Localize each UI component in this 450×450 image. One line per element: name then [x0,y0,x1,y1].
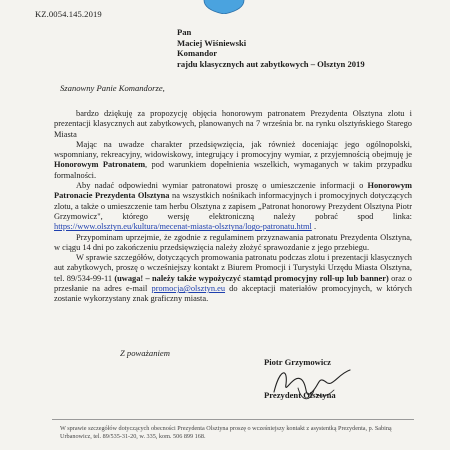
email-link[interactable]: promocja@olsztyn.eu [151,284,226,294]
addressee-line: Pan [177,27,192,37]
paragraph-3-bold: Honorowym Patronacie Prezydenta Olsztyna [54,181,412,201]
paragraph-2 [54,140,412,181]
paragraph-5-text: W sprawie szczegółów, dotyczących promowania patronatu podczas zlotu i prezentacji klasycznych aut zabytkowych, proszę o wcześniejszy kontakt z Biurem Promocji i Turystyki Urzędu Miasta Olsztyna, tel. 89/534-99-11 [54,253,412,283]
addressee-line: Komandor [177,48,218,59]
addressee-line: Maciej Wiśniewski [177,37,247,48]
salutation: Szanowny Panie Komandorze, [60,83,165,93]
reference-number: KZ.0054.145.2019 [35,9,102,19]
logo-download-link[interactable]: https://www.olsztyn.eu/kultura/mecenat-miasta-olsztyna/logo-patronatu.html [54,222,312,232]
closing-phrase: Z poważaniem [120,348,170,358]
paragraph-5 [54,253,412,304]
footer-divider [52,419,414,420]
paragraph-5-text-mid: oraz o przesłanie na adres e-mail [54,273,412,294]
signer-title: Prezydent Olsztyna [264,390,336,400]
paragraph-5-bold: (uwaga! – należy także wypożyczyć stamtąd promocyjny roll-up lub banner) [114,273,389,283]
paragraph-1: bardzo dziękuję za propozycję objęcia honorowym patronatem Prezydenta Olsztyna zlotu i prezentacji klasycznych aut zabytkowych, planowanych na 7 września br. na rynku olsztyńskiego Starego Miasta [54,109,412,139]
paragraph-2-text-end: , pod warunkiem dopełnienia wszelkich, wymaganych w takim przypadku formalności. [54,160,412,180]
city-crest-logo [200,0,248,14]
paragraph-3-text-end: . [311,222,317,232]
paragraph-4: Przypominam uprzejmie, że zgodnie z regulaminem przyznawania patronatu Prezydenta Olsztyna, w ciągu 14 dni po zakończeniu przedsięwzięcia należy złożyć sprawozdanie z jego przebiegu. [54,232,412,252]
signer-name: Piotr Grzymowicz [264,357,331,367]
paragraph-3 [54,181,412,232]
paragraph-3-text: Aby nadać odpowiedni wymiar patronatowi proszę o umieszczenie informacji o [76,181,368,191]
paragraph-5-text-end: do akceptacji materiałów promocyjnych, w których zostanie wykorzystany znak graficzny miasta. [54,284,412,304]
paragraph-3-text-mid: na wszystkich nośnikach informacyjnych i promocyjnych dotyczących zlotu, a także o umieszczenie tam herbu Olsztyna z zapisem „Patronat honorowy Prezydent Olsztyna Piotr Grzymowicz", którego wersję elektroniczną należy pobrać spod linka: [54,191,412,221]
letter-body [54,109,412,305]
addressee-line: rajdu klasycznych aut zabytkowych – Olsztyn 2019 [177,58,365,69]
footnote: W sprawie szczegółów dotyczących obecności Prezydenta Olsztyna proszę o wcześniejszy kontakt z asystentką Prezydenta, p. Sabiną Urbanowicz, tel. 89/535-31-20, w. 335, kom. 506 899 168. [60,425,392,440]
addressee-block [177,27,365,69]
paragraph-2-text: Mając na uwadze charakter przedsięwzięcia, jak również doceniając jego ogólnopolski, wspomniany, rekreacyjny, widowiskowy, integrujący i promocyjny wymiar, z przyjemnością obejmuję je [54,139,412,160]
paragraph-2-bold: Honorowym Patronatem [54,160,146,170]
